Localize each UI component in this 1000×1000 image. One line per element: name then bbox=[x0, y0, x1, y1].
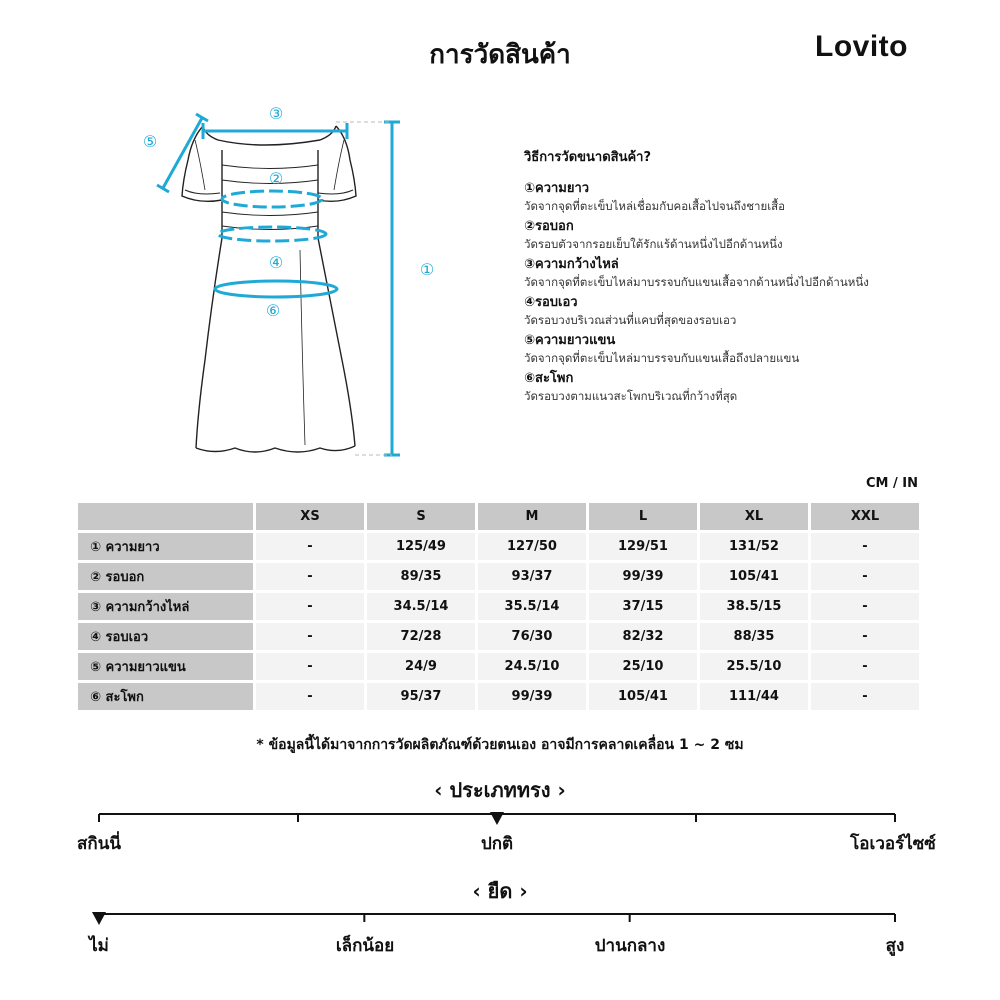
table-row bbox=[78, 593, 919, 620]
unit-label: CM / IN bbox=[866, 476, 918, 491]
table-cell: 127/50 bbox=[478, 533, 586, 560]
table-cell: 82/32 bbox=[589, 623, 697, 650]
table-cell: 35.5/14 bbox=[478, 593, 586, 620]
table-cell: 76/30 bbox=[478, 623, 586, 650]
guide-item-desc: วัดรอบวงตามแนวสะโพกบริเวณที่กว้างที่สุด bbox=[524, 389, 738, 403]
guide-item-desc: วัดจากจุดที่ตะเข็บไหล่มาบรรจบกับแขนเสื้อถึงปลายแขน bbox=[524, 351, 800, 365]
table-row bbox=[78, 683, 919, 710]
fit-label-skinny: สกินนี่ bbox=[77, 834, 121, 854]
marker-sleeve: ⑤ bbox=[142, 132, 158, 151]
table-row bbox=[78, 653, 919, 680]
guide-item-length bbox=[524, 180, 954, 214]
table-cell: - bbox=[256, 563, 364, 590]
figure-markers bbox=[143, 104, 434, 320]
table-cell: 72/28 bbox=[367, 623, 475, 650]
table-cell: 88/35 bbox=[700, 623, 808, 650]
guide-heading: วิธีการวัดขนาดสินค้า? bbox=[524, 150, 652, 165]
table-header-row bbox=[78, 503, 919, 530]
brand-logo: Lovito bbox=[815, 30, 908, 63]
stretch-selected-marker bbox=[92, 912, 106, 925]
guide-item-bust bbox=[524, 218, 954, 252]
table-cell: 93/37 bbox=[478, 563, 586, 590]
fit-scale bbox=[0, 808, 1000, 828]
table-cell: 95/37 bbox=[367, 683, 475, 710]
measurement-note: * ข้อมูลนี้ได้มาจากการวัดผลิตภัณฑ์ด้วยตนเอง อาจมีการคลาดเคลื่อน 1 ~ 2 ซม bbox=[256, 737, 744, 753]
row-label: ③ ความกว้างไหล่ bbox=[78, 593, 253, 620]
stretch-scale-title: ‹ ยืด › bbox=[472, 879, 528, 903]
table-cell: - bbox=[811, 563, 919, 590]
guide-item-name: ⑤ความยาวแขน bbox=[524, 333, 616, 348]
table-cell: 24.5/10 bbox=[478, 653, 586, 680]
table-cell: 105/41 bbox=[589, 683, 697, 710]
row-label: ⑥ สะโพก bbox=[78, 683, 253, 710]
table-cell: - bbox=[811, 623, 919, 650]
table-cell: - bbox=[811, 683, 919, 710]
table-row bbox=[78, 563, 919, 590]
table-row bbox=[78, 533, 919, 560]
guide-item-waist bbox=[524, 294, 954, 328]
row-label: ① ความยาว bbox=[78, 533, 253, 560]
table-cell: 111/44 bbox=[700, 683, 808, 710]
table-cell: 129/51 bbox=[589, 533, 697, 560]
guide-item-name: ④รอบเอว bbox=[524, 295, 578, 310]
table-cell: - bbox=[256, 623, 364, 650]
table-cell: 99/39 bbox=[478, 683, 586, 710]
fit-scale-title: ‹ ประเภททรง › bbox=[434, 778, 566, 802]
size-header: XL bbox=[700, 503, 808, 530]
table-cell: 99/39 bbox=[589, 563, 697, 590]
marker-shoulder: ③ bbox=[268, 104, 284, 123]
page-title: การวัดสินค้า bbox=[429, 40, 571, 70]
table-cell: 105/41 bbox=[700, 563, 808, 590]
stretch-scale bbox=[0, 908, 1000, 928]
row-label: ② รอบอก bbox=[78, 563, 253, 590]
table-cell: - bbox=[811, 533, 919, 560]
size-header: M bbox=[478, 503, 586, 530]
stretch-label-slight: เล็กน้อย bbox=[335, 936, 395, 956]
size-chart-table bbox=[75, 500, 922, 713]
guide-extension-lines bbox=[336, 122, 392, 455]
table-cell: 38.5/15 bbox=[700, 593, 808, 620]
size-header: S bbox=[367, 503, 475, 530]
table-cell: 37/15 bbox=[589, 593, 697, 620]
stretch-label-none: ไม่ bbox=[89, 936, 109, 956]
table-corner-cell bbox=[78, 503, 253, 530]
size-header: L bbox=[589, 503, 697, 530]
measurement-guide bbox=[524, 146, 954, 408]
table-cell: - bbox=[256, 533, 364, 560]
guide-item-shoulder bbox=[524, 256, 954, 290]
stretch-label-medium: ปานกลาง bbox=[594, 936, 666, 956]
table-cell: - bbox=[256, 653, 364, 680]
table-cell: - bbox=[811, 653, 919, 680]
size-header: XS bbox=[256, 503, 364, 530]
table-cell: 34.5/14 bbox=[367, 593, 475, 620]
marker-waist: ④ bbox=[268, 253, 284, 272]
fit-label-oversize: โอเวอร์ไซซ์ bbox=[850, 834, 936, 854]
guide-item-desc: วัดจากจุดที่ตะเข็บไหล่มาบรรจบกับแขนเสื้อจากด้านหนึ่งไปอีกด้านหนึ่ง bbox=[524, 275, 869, 289]
marker-bust: ② bbox=[268, 169, 284, 188]
guide-item-desc: วัดรอบตัวจากรอยเย็บใต้รักแร้ด้านหนึ่งไปอีกด้านหนึ่ง bbox=[524, 237, 783, 251]
guide-item-name: ⑥สะโพก bbox=[524, 371, 574, 386]
guide-item-sleeve bbox=[524, 332, 954, 366]
guide-item-name: ①ความยาว bbox=[524, 181, 590, 196]
table-cell: - bbox=[256, 593, 364, 620]
table-row bbox=[78, 623, 919, 650]
table-cell: - bbox=[256, 683, 364, 710]
measurement-guides bbox=[157, 114, 400, 455]
stretch-label-high: สูง bbox=[885, 936, 905, 956]
guide-item-hip bbox=[524, 370, 954, 404]
marker-length: ① bbox=[419, 260, 435, 279]
guide-item-name: ②รอบอก bbox=[524, 219, 574, 234]
size-header: XXL bbox=[811, 503, 919, 530]
table-cell: 131/52 bbox=[700, 533, 808, 560]
fit-label-regular: ปกติ bbox=[480, 834, 514, 854]
fit-selected-marker bbox=[490, 812, 504, 825]
dress-measurement-diagram bbox=[130, 95, 460, 470]
table-cell: 89/35 bbox=[367, 563, 475, 590]
row-label: ⑤ ความยาวแขน bbox=[78, 653, 253, 680]
guide-item-desc: วัดรอบวงบริเวณส่วนที่แคบที่สุดของรอบเอว bbox=[524, 313, 737, 327]
table-cell: 125/49 bbox=[367, 533, 475, 560]
guide-item-name: ③ความกว้างไหล่ bbox=[524, 257, 619, 272]
table-cell: 24/9 bbox=[367, 653, 475, 680]
guide-item-desc: วัดจากจุดที่ตะเข็บไหล่เชื่อมกับคอเสื้อไปจนถึงชายเสื้อ bbox=[524, 199, 786, 213]
table-cell: - bbox=[811, 593, 919, 620]
row-label: ④ รอบเอว bbox=[78, 623, 253, 650]
marker-hip: ⑥ bbox=[265, 301, 281, 320]
table-cell: 25.5/10 bbox=[700, 653, 808, 680]
table-cell: 25/10 bbox=[589, 653, 697, 680]
